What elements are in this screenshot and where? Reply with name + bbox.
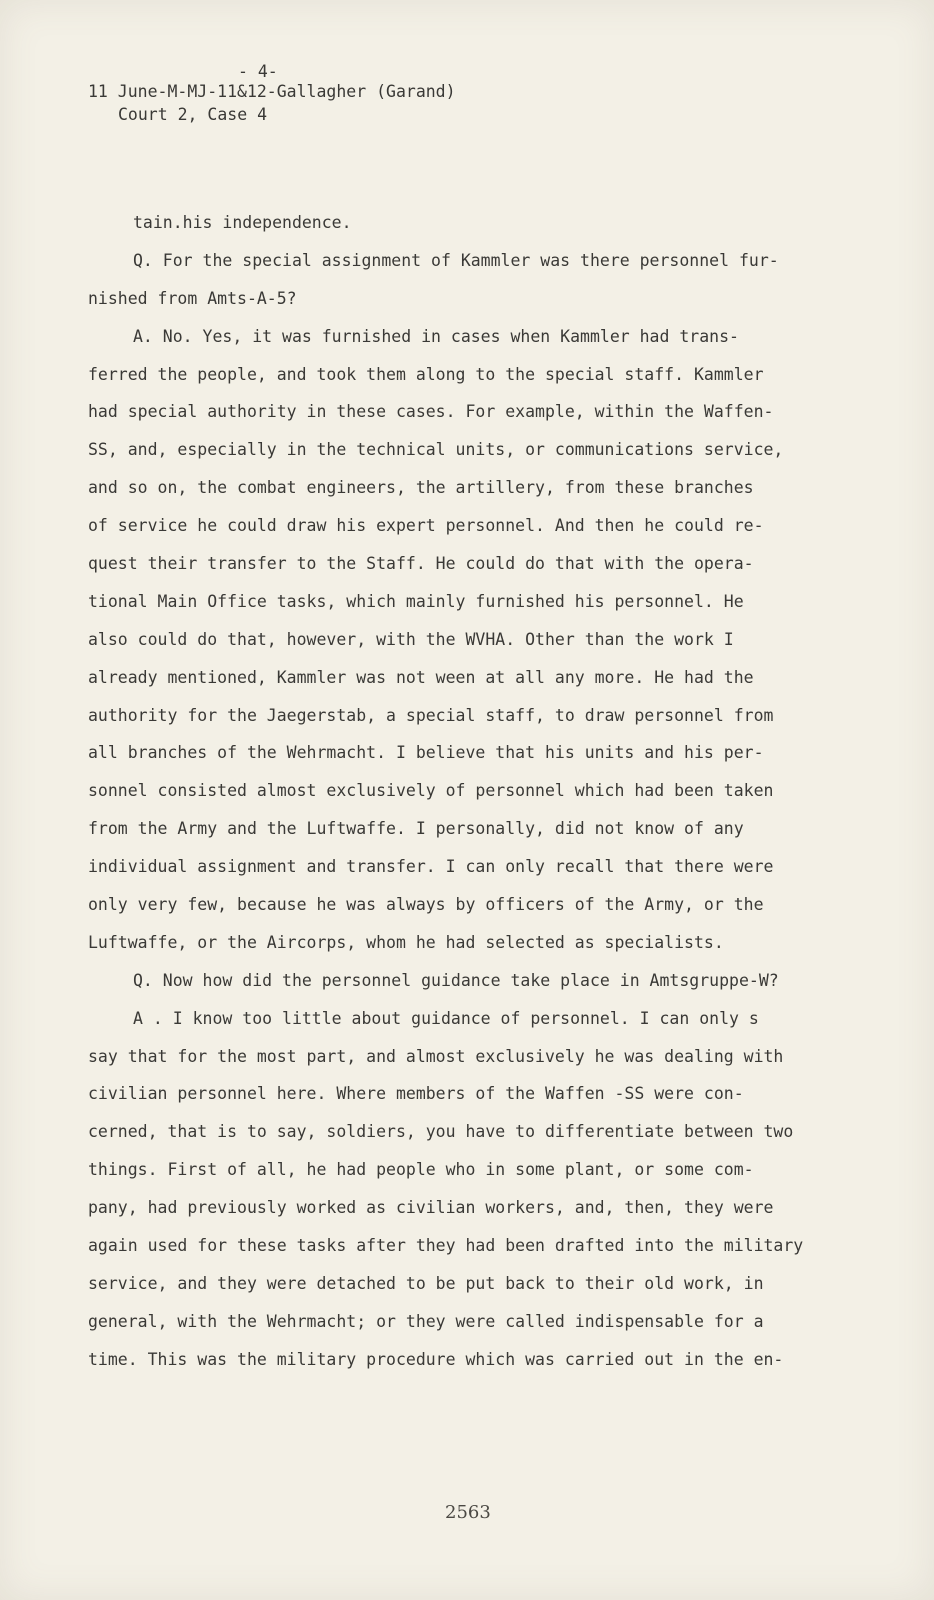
text-line: Q. Now how did the personnel guidance take place in Amtsgruppe-W? [133,970,779,990]
text-line: general, with the Wehrmacht; or they were called indispensable for a [88,1311,764,1331]
page-number: - 4- [238,62,278,81]
text-line: things. First of all, he had people who in some plant, or some com- [88,1160,754,1180]
text-line: tional Main Office tasks, which mainly furnished his personnel. He [88,591,744,611]
text-line: A . I know too little about guidance of personnel. I can only s [133,1008,759,1028]
court-case: Court 2, Case 4 [118,105,268,124]
text-line: SS, and, especially in the technical units, or communications service, [88,440,784,460]
text-line: authority for the Jaegerstab, a special staff, to draw personnel from [88,705,774,725]
text-line: cerned, that is to say, soldiers, you have to differentiate between two [88,1122,794,1142]
text-line: Q. For the special assignment of Kammler was there personnel fur- [133,250,779,270]
text-line: A. No. Yes, it was furnished in cases when Kammler had trans- [133,326,739,346]
text-line: civilian personnel here. Where members of the Waffen -SS were con- [88,1084,744,1104]
text-line: also could do that, however, with the WVHA. Other than the work I [88,629,734,649]
stamped-page-number: 2563 [445,1502,491,1523]
transcript-body [88,204,828,1379]
text-line: ferred the people, and took them along to the special staff. Kammler [88,364,764,384]
text-line: already mentioned, Kammler was not ween at all any more. He had the [88,667,754,687]
text-line: had special authority in these cases. For example, within the Waffen- [88,402,774,422]
text-line: all branches of the Wehrmacht. I believe that his units and his per- [88,743,764,763]
text-line: time. This was the military procedure which was carried out in the en- [88,1349,784,1369]
text-line: service, and they were detached to be put back to their old work, in [88,1273,764,1293]
transcript-reference: 11 June-M-MJ-11&12-Gallagher (Garand) [88,82,456,101]
text-line: pany, had previously worked as civilian workers, and, then, they were [88,1198,774,1218]
text-line: and so on, the combat engineers, the artillery, from these branches [88,478,754,498]
text-line: tain.his independence. [133,213,352,232]
text-line: Luftwaffe, or the Aircorps, whom he had selected as specialists. [88,932,724,952]
text-line: only very few, because he was always by officers of the Army, or the [88,895,764,915]
text-line: sonnel consisted almost exclusively of personnel which had been taken [88,781,774,801]
text-line: quest their transfer to the Staff. He could do that with the opera- [88,554,754,574]
text-line: nished from Amts-A-5? [88,288,297,308]
text-line: say that for the most part, and almost exclusively he was dealing with [88,1046,784,1066]
text-line: individual assignment and transfer. I can only recall that there were [88,857,774,877]
text-line: again used for these tasks after they had been drafted into the military [88,1236,804,1256]
text-line: from the Army and the Luftwaffe. I personally, did not know of any [88,819,744,839]
text-line: of service he could draw his expert personnel. And then he could re- [88,516,764,536]
